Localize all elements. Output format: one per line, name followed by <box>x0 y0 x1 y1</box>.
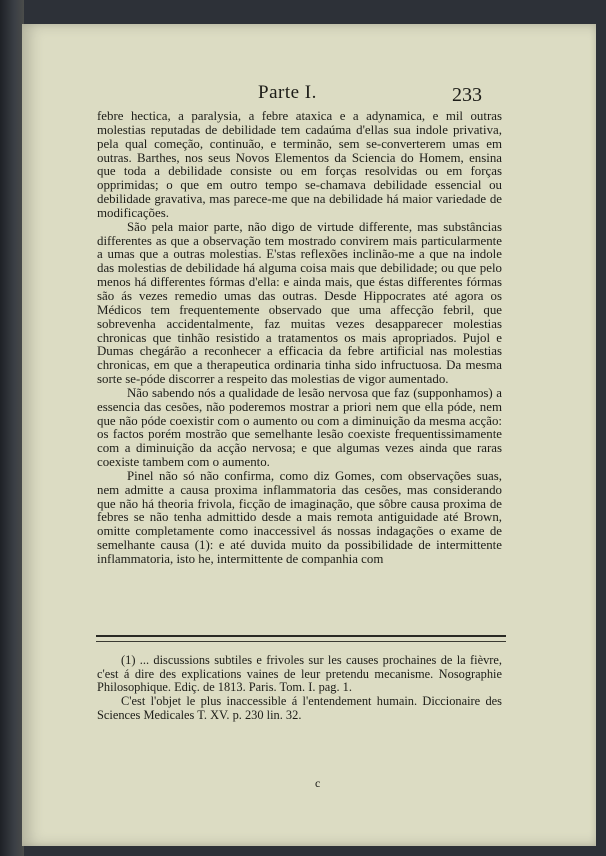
footnote-separator-thin <box>96 641 506 642</box>
paragraph-2: São pela maior parte, não digo de virtude differente, mas substâncias differentes as que a observação tem mostrado convirem mais particularmente a umas que a outras molestias. E'stas reflexões inclinão-me a que na indole das molestias de debilidade há alguma coisa mais que debilidade; ou que pelo menos há differentes fórmas d'ella: e ainda mais, que éstas differentes fórmas são ás vezes remedio umas das outras. Desde Hippocrates até agora os Médicos tem frequentemente observado que uma affecção febril, que sobrevenha accidentalmente, faz muitas vezes desapparecer molestias chronicas que tinhão resistido a tratamentos os mais apropriados. Pujol e Dumas chegárão a reconhecer a efficacia da febre artificial nas molestias chronicas, em que a therapeutica ordinaria tinha sido infructuosa. Da mesma sorte se-póde discorrer a respeito das molestias de vigor aumentado. <box>97 219 502 387</box>
paragraph-1: febre hectica, a paralysia, a febre ataxica e a adynamica, e mil outras molestias reputadas de debilidade tem cadaúma d'ellas sua indole privativa, pela qual começão, continuão, e terminão, sem se-converterem umas em outras. Barthes, nos seus Novos Elementos da Sciencia do Homem, ensina que toda a debilidade consiste ou em forças resolvidas ou em forças opprimidas; o que em outro tempo se-chamava debilidade essencial ou debilidade gravativa, mas parece-me que na debilidade há maior variedade de modificações. <box>97 109 502 220</box>
footnote-2: C'est l'objet le plus inaccessible á l'entendement humain. Diccionaire des Sciences Medicales T. XV. p. 230 lin. 32. <box>97 694 502 722</box>
paragraph-3: Não sabendo nós a qualidade de lesão nervosa que faz (supponhamos) a essencia das cesões, não poderemos mostrar a priori nem que ella póde, nem que não póde coexistir com o aumento ou com a diminuição da mesma acção: os factos porém mostrão que semelhante lesão coexiste frequentissimamente com a diminuição da acção nervosa; e que algumas vezes ainda que raras coexiste tambem com o aumento. <box>97 385 502 470</box>
footnotes <box>97 654 502 723</box>
footnote-1: (1) ... discussions subtiles e frivoles sur les causes prochaines de la fièvre, c'est á dire des explications vaines de leur pretendu mecanisme. Nosographie Philosophique. Ediç. de 1813. Paris. Tom. I. pag. 1. <box>97 653 502 695</box>
signature-mark: c <box>315 776 321 790</box>
book-spine <box>0 0 24 856</box>
page-number: 233 <box>452 84 482 106</box>
page-header <box>22 80 596 110</box>
main-text <box>97 110 502 567</box>
footnote-separator <box>96 635 506 637</box>
paragraph-4: Pinel não só não confirma, como diz Gomes, com observações suas, nem admitte a causa proxima inflammatoria das cesões, mas considerando que não há theoria frivola, ficção de imaginação, que sôbre causa proxima de febres se não tenha admittido desde a mais remota antiguidade até Brown, omitte completamente como inaccessivel ás nossas indagações o exame de semelhante causa (1): e até duvida muito da possibilidade de intermittente inflammatoria, isto he, intermittente de companhia com <box>97 468 502 566</box>
running-title: Parte I. <box>258 82 317 103</box>
book-page <box>22 24 596 846</box>
